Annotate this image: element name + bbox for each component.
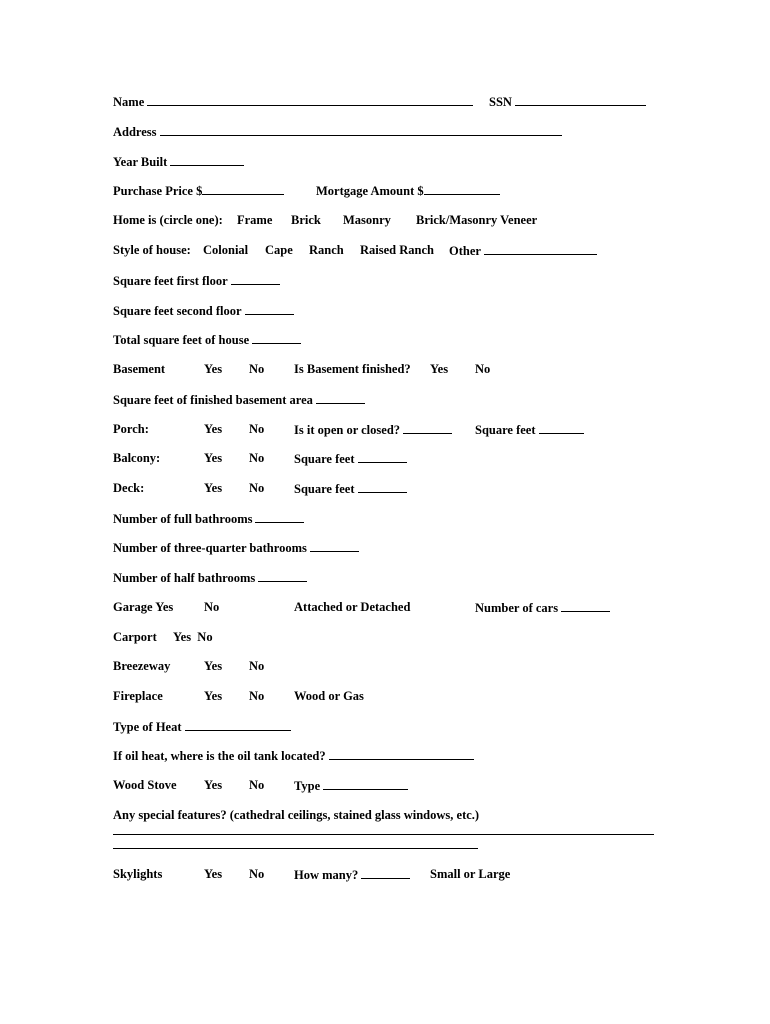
oil-tank-input-line[interactable] <box>329 748 474 760</box>
number-of-cars-row <box>475 600 610 615</box>
skylights-label: Skylights <box>113 867 163 881</box>
porch-open-closed-input-line[interactable] <box>403 422 452 434</box>
home-is-label: Home is (circle one): <box>113 213 223 227</box>
sqft-first-floor-input-line[interactable] <box>231 273 280 285</box>
wood-stove-type-row <box>294 778 408 793</box>
three-quarter-bathrooms-row <box>113 540 359 555</box>
home-option-frame[interactable]: Frame <box>237 213 273 227</box>
porch-open-closed-row <box>294 422 452 437</box>
wood-stove-yes-option[interactable]: Yes <box>204 778 223 792</box>
special-features-input-line-2[interactable] <box>113 848 478 849</box>
balcony-no-option[interactable]: No <box>249 451 265 465</box>
basement-yes-option[interactable]: Yes <box>204 362 223 376</box>
ssn-label: SSN <box>489 95 512 109</box>
porch-sqft-input-line[interactable] <box>539 422 584 434</box>
sqft-first-floor-label: Square feet first floor <box>113 274 228 288</box>
mortgage-amount-input-line[interactable] <box>424 183 500 195</box>
style-option-other[interactable]: Other <box>449 244 481 258</box>
mortgage-amount-label: Mortgage Amount $ <box>316 184 424 198</box>
half-bathrooms-input-line[interactable] <box>258 570 307 582</box>
wood-stove-type-input-line[interactable] <box>323 778 408 790</box>
total-sqft-row <box>113 332 301 347</box>
deck-sqft-label: Square feet <box>294 482 355 496</box>
style-option-raised-ranch[interactable]: Raised Ranch <box>360 243 434 257</box>
carport-label: Carport <box>113 630 157 644</box>
skylights-how-many-row <box>294 867 410 882</box>
other-style-input-line[interactable] <box>484 243 597 255</box>
wood-stove-no-option[interactable]: No <box>249 778 265 792</box>
style-option-ranch[interactable]: Ranch <box>309 243 344 257</box>
purchase-price-input-line[interactable] <box>202 183 284 195</box>
total-sqft-input-line[interactable] <box>252 332 301 344</box>
address-field-row <box>113 124 562 139</box>
garage-no-option[interactable]: No <box>204 600 220 614</box>
number-of-cars-label: Number of cars <box>475 601 559 615</box>
balcony-sqft-label: Square feet <box>294 452 355 466</box>
skylights-how-many-label: How many? <box>294 868 359 882</box>
type-of-heat-input-line[interactable] <box>185 719 291 731</box>
garage-label[interactable]: Garage Yes <box>113 600 174 614</box>
home-option-brick-masonry-veneer[interactable]: Brick/Masonry Veneer <box>416 213 538 227</box>
style-label: Style of house: <box>113 243 191 257</box>
deck-no-option[interactable]: No <box>249 481 265 495</box>
skylights-small-or-large-label[interactable]: Small or Large <box>430 867 511 881</box>
fireplace-wood-or-gas-label[interactable]: Wood or Gas <box>294 689 364 703</box>
three-quarter-bathrooms-input-line[interactable] <box>310 540 359 552</box>
breezeway-yes-option[interactable]: Yes <box>204 659 223 673</box>
purchase-price-row <box>113 183 284 198</box>
style-option-cape[interactable]: Cape <box>265 243 293 257</box>
type-of-heat-label: Type of Heat <box>113 720 182 734</box>
breezeway-label: Breezeway <box>113 659 171 673</box>
ssn-field-row <box>489 94 646 109</box>
address-input-line[interactable] <box>160 124 562 136</box>
name-label: Name <box>113 95 145 109</box>
porch-no-option[interactable]: No <box>249 422 265 436</box>
balcony-yes-option[interactable]: Yes <box>204 451 223 465</box>
basement-label: Basement <box>113 362 166 376</box>
porch-sqft-row <box>475 422 584 437</box>
total-sqft-label: Total square feet of house <box>113 333 250 347</box>
finished-basement-sqft-row <box>113 392 365 407</box>
style-option-colonial[interactable]: Colonial <box>203 243 249 257</box>
style-option-other-row <box>449 243 597 258</box>
home-option-masonry[interactable]: Masonry <box>343 213 391 227</box>
finished-basement-sqft-label: Square feet of finished basement area <box>113 393 313 407</box>
half-bathrooms-label: Number of half bathrooms <box>113 571 256 585</box>
balcony-sqft-input-line[interactable] <box>358 451 407 463</box>
oil-tank-row <box>113 748 474 763</box>
balcony-label: Balcony: <box>113 451 161 465</box>
fireplace-no-option[interactable]: No <box>249 689 265 703</box>
skylights-no-option[interactable]: No <box>249 867 265 881</box>
deck-yes-option[interactable]: Yes <box>204 481 223 495</box>
deck-label: Deck: <box>113 481 145 495</box>
basement-finished-no-option[interactable]: No <box>475 362 491 376</box>
year-built-row <box>113 154 244 169</box>
basement-finished-yes-option[interactable]: Yes <box>430 362 449 376</box>
breezeway-no-option[interactable]: No <box>249 659 265 673</box>
wood-stove-type-label: Type <box>294 779 321 793</box>
special-features-input-line-1[interactable] <box>113 834 654 835</box>
type-of-heat-row <box>113 719 291 734</box>
deck-sqft-row <box>294 481 407 496</box>
basement-finished-label: Is Basement finished? <box>294 362 411 376</box>
deck-sqft-input-line[interactable] <box>358 481 407 493</box>
sqft-second-floor-label: Square feet second floor <box>113 304 242 318</box>
porch-label: Porch: <box>113 422 149 436</box>
special-features-label: Any special features? (cathedral ceilings, stained glass windows, etc.) <box>113 808 480 822</box>
oil-tank-label: If oil heat, where is the oil tank located? <box>113 749 326 763</box>
wood-stove-label: Wood Stove <box>113 778 177 792</box>
name-field-row <box>113 94 473 109</box>
porch-sqft-label: Square feet <box>475 423 536 437</box>
finished-basement-sqft-input-line[interactable] <box>316 392 365 404</box>
purchase-price-label: Purchase Price $ <box>113 184 203 198</box>
carport-yes-no-options[interactable]: Yes No <box>173 630 213 644</box>
three-quarter-bathrooms-label: Number of three-quarter bathrooms <box>113 541 307 555</box>
balcony-sqft-row <box>294 451 407 466</box>
mortgage-amount-row <box>316 183 500 198</box>
half-bathrooms-row <box>113 570 307 585</box>
fireplace-label: Fireplace <box>113 689 163 703</box>
number-of-cars-input-line[interactable] <box>561 600 610 612</box>
name-input-line[interactable] <box>147 94 473 106</box>
sqft-second-floor-row <box>113 303 294 318</box>
skylights-yes-option[interactable]: Yes <box>204 867 223 881</box>
sqft-first-floor-row <box>113 273 280 288</box>
full-bathrooms-label: Number of full bathrooms <box>113 512 253 526</box>
ssn-input-line[interactable] <box>515 94 646 106</box>
home-option-brick[interactable]: Brick <box>291 213 321 227</box>
garage-attached-detached-label[interactable]: Attached or Detached <box>294 600 411 614</box>
fireplace-yes-option[interactable]: Yes <box>204 689 223 703</box>
porch-yes-option[interactable]: Yes <box>204 422 223 436</box>
full-bathrooms-row <box>113 511 304 526</box>
skylights-how-many-input-line[interactable] <box>361 867 410 879</box>
year-built-label: Year Built <box>113 155 168 169</box>
full-bathrooms-input-line[interactable] <box>255 511 304 523</box>
basement-no-option[interactable]: No <box>249 362 265 376</box>
year-built-input-line[interactable] <box>170 154 244 166</box>
sqft-second-floor-input-line[interactable] <box>245 303 294 315</box>
porch-open-closed-label: Is it open or closed? <box>294 423 401 437</box>
address-label: Address <box>113 125 157 139</box>
